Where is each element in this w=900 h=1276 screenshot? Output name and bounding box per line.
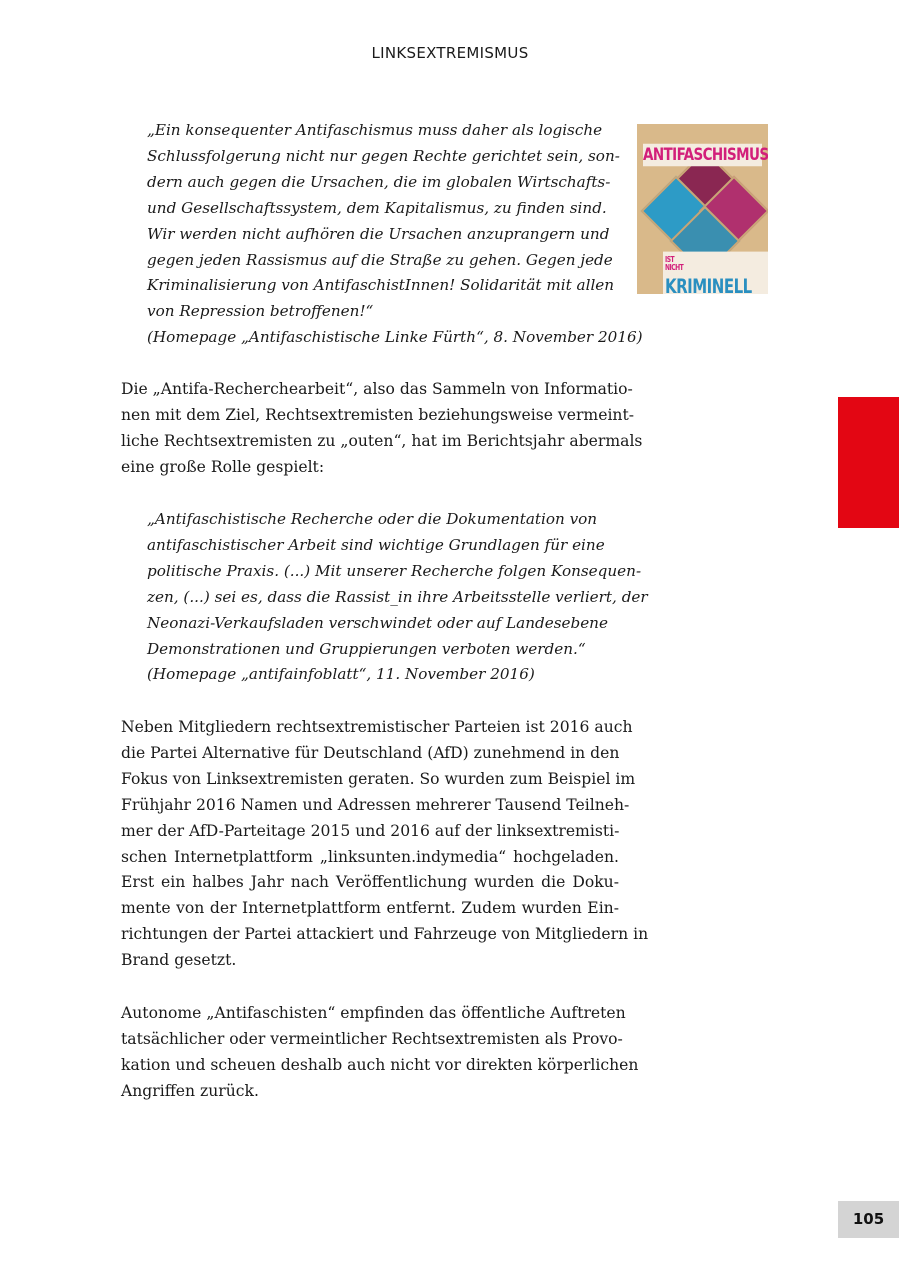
- text-line: Die „Antifa-Recherchearbeit“, also das Sammeln von Informatio-: [121, 380, 633, 398]
- cover-subtitle-text: KRIMINELL: [665, 275, 752, 294]
- cover-small-text: IST NICHT: [665, 254, 684, 272]
- text-line: liche Rechtsextremisten zu „outen“, hat im Berichtsjahr abermals: [121, 431, 643, 450]
- quote-line: gegen jeden Rassismus auf die Straße zu gehen. Gegen jede: [147, 250, 613, 269]
- quote-line: und Gesellschaftssystem, dem Kapitalismus, zu finden sind.: [147, 198, 607, 217]
- quote-line: dern auch gegen die Ursachen, die im globalen Wirtschafts-: [147, 172, 611, 191]
- paragraph-1: [121, 377, 643, 481]
- quote-line: antifaschistischer Arbeit sind wichtige Grundlagen für eine: [147, 535, 605, 554]
- quote-line: Wir werden nicht aufhören die Ursachen anzuprangern und: [147, 224, 610, 243]
- quote-line: Schlussfolgerung nicht nur gegen Rechte gerichtet sein, son-: [147, 146, 620, 165]
- text-line: Autonome „Antifaschisten“ empfinden das öffentliche Auftreten: [121, 1004, 626, 1022]
- paragraph-2: [121, 715, 649, 974]
- text-line: Brand gesetzt.: [121, 951, 237, 970]
- quote-line: „Antifaschistische Recherche oder die Dokumentation von: [147, 510, 598, 528]
- book-cover-image: [637, 124, 768, 294]
- cover-title: ANTIFASCHISMUS: [643, 145, 768, 165]
- quote-block-1: [147, 118, 643, 351]
- cover-subtitle: [663, 252, 768, 294]
- text-line: tatsächlicher oder vermeintlicher Rechtsextremisten als Provo-: [121, 1029, 623, 1048]
- page-number: 105: [838, 1201, 899, 1238]
- chapter-side-tab: [838, 397, 899, 528]
- quote-line: Demonstrationen und Gruppierungen verboten werden.“: [147, 639, 586, 658]
- quote-line: Neonazi-Verkaufsladen verschwindet oder auf Landesebene: [147, 613, 608, 632]
- text-line: nen mit dem Ziel, Rechtsextremisten beziehungsweise vermeint-: [121, 405, 635, 424]
- quote-source: (Homepage „antifainfoblatt“, 11. November 2016): [147, 665, 535, 684]
- text-line: Frühjahr 2016 Namen und Adressen mehrerer Tausend Teilneh-: [121, 795, 630, 814]
- quote-source: (Homepage „Antifaschistische Linke Fürth“, 8. November 2016): [147, 328, 643, 347]
- quote-line: politische Praxis. (...) Mit unserer Recherche folgen Konsequen-: [147, 561, 642, 580]
- text-line: schen Internetplattform „linksunten.indymedia“ hochgeladen.: [121, 847, 619, 866]
- quote-line: von Repression betroffenen!“: [147, 302, 374, 321]
- quote-line: „Ein konsequenter Antifaschismus muss daher als logische: [147, 121, 603, 139]
- quote-block-2: [147, 507, 648, 688]
- text-line: kation und scheuen deshalb auch nicht vor direkten körperlichen: [121, 1055, 639, 1074]
- text-line: Erst ein halbes Jahr nach Veröffentlichung wurden die Doku-: [121, 873, 619, 892]
- text-line: mer der AfD-Parteitage 2015 und 2016 auf der linksextremisti-: [121, 821, 620, 840]
- text-line: eine große Rolle gespielt:: [121, 457, 325, 476]
- running-head: LINKSEXTREMISMUS: [371, 44, 529, 62]
- text-line: Angriffen zurück.: [121, 1081, 259, 1100]
- text-line: Fokus von Linksextremisten geraten. So wurden zum Beispiel im: [121, 769, 636, 788]
- quote-line: zen, (...) sei es, dass die Rassist_in ihre Arbeitsstelle verliert, der: [147, 587, 648, 606]
- quote-line: Kriminalisierung von AntifaschistInnen! Solidarität mit allen: [147, 276, 615, 295]
- text-line: die Partei Alternative für Deutschland (AfD) zunehmend in den: [121, 743, 620, 762]
- text-line: Neben Mitgliedern rechtsextremistischer Parteien ist 2016 auch: [121, 718, 633, 736]
- text-line: mente von der Internetplattform entfernt. Zudem wurden Ein-: [121, 899, 619, 918]
- text-line: richtungen der Partei attackiert und Fahrzeuge von Mitgliedern in: [121, 925, 649, 944]
- paragraph-3: [121, 1001, 639, 1105]
